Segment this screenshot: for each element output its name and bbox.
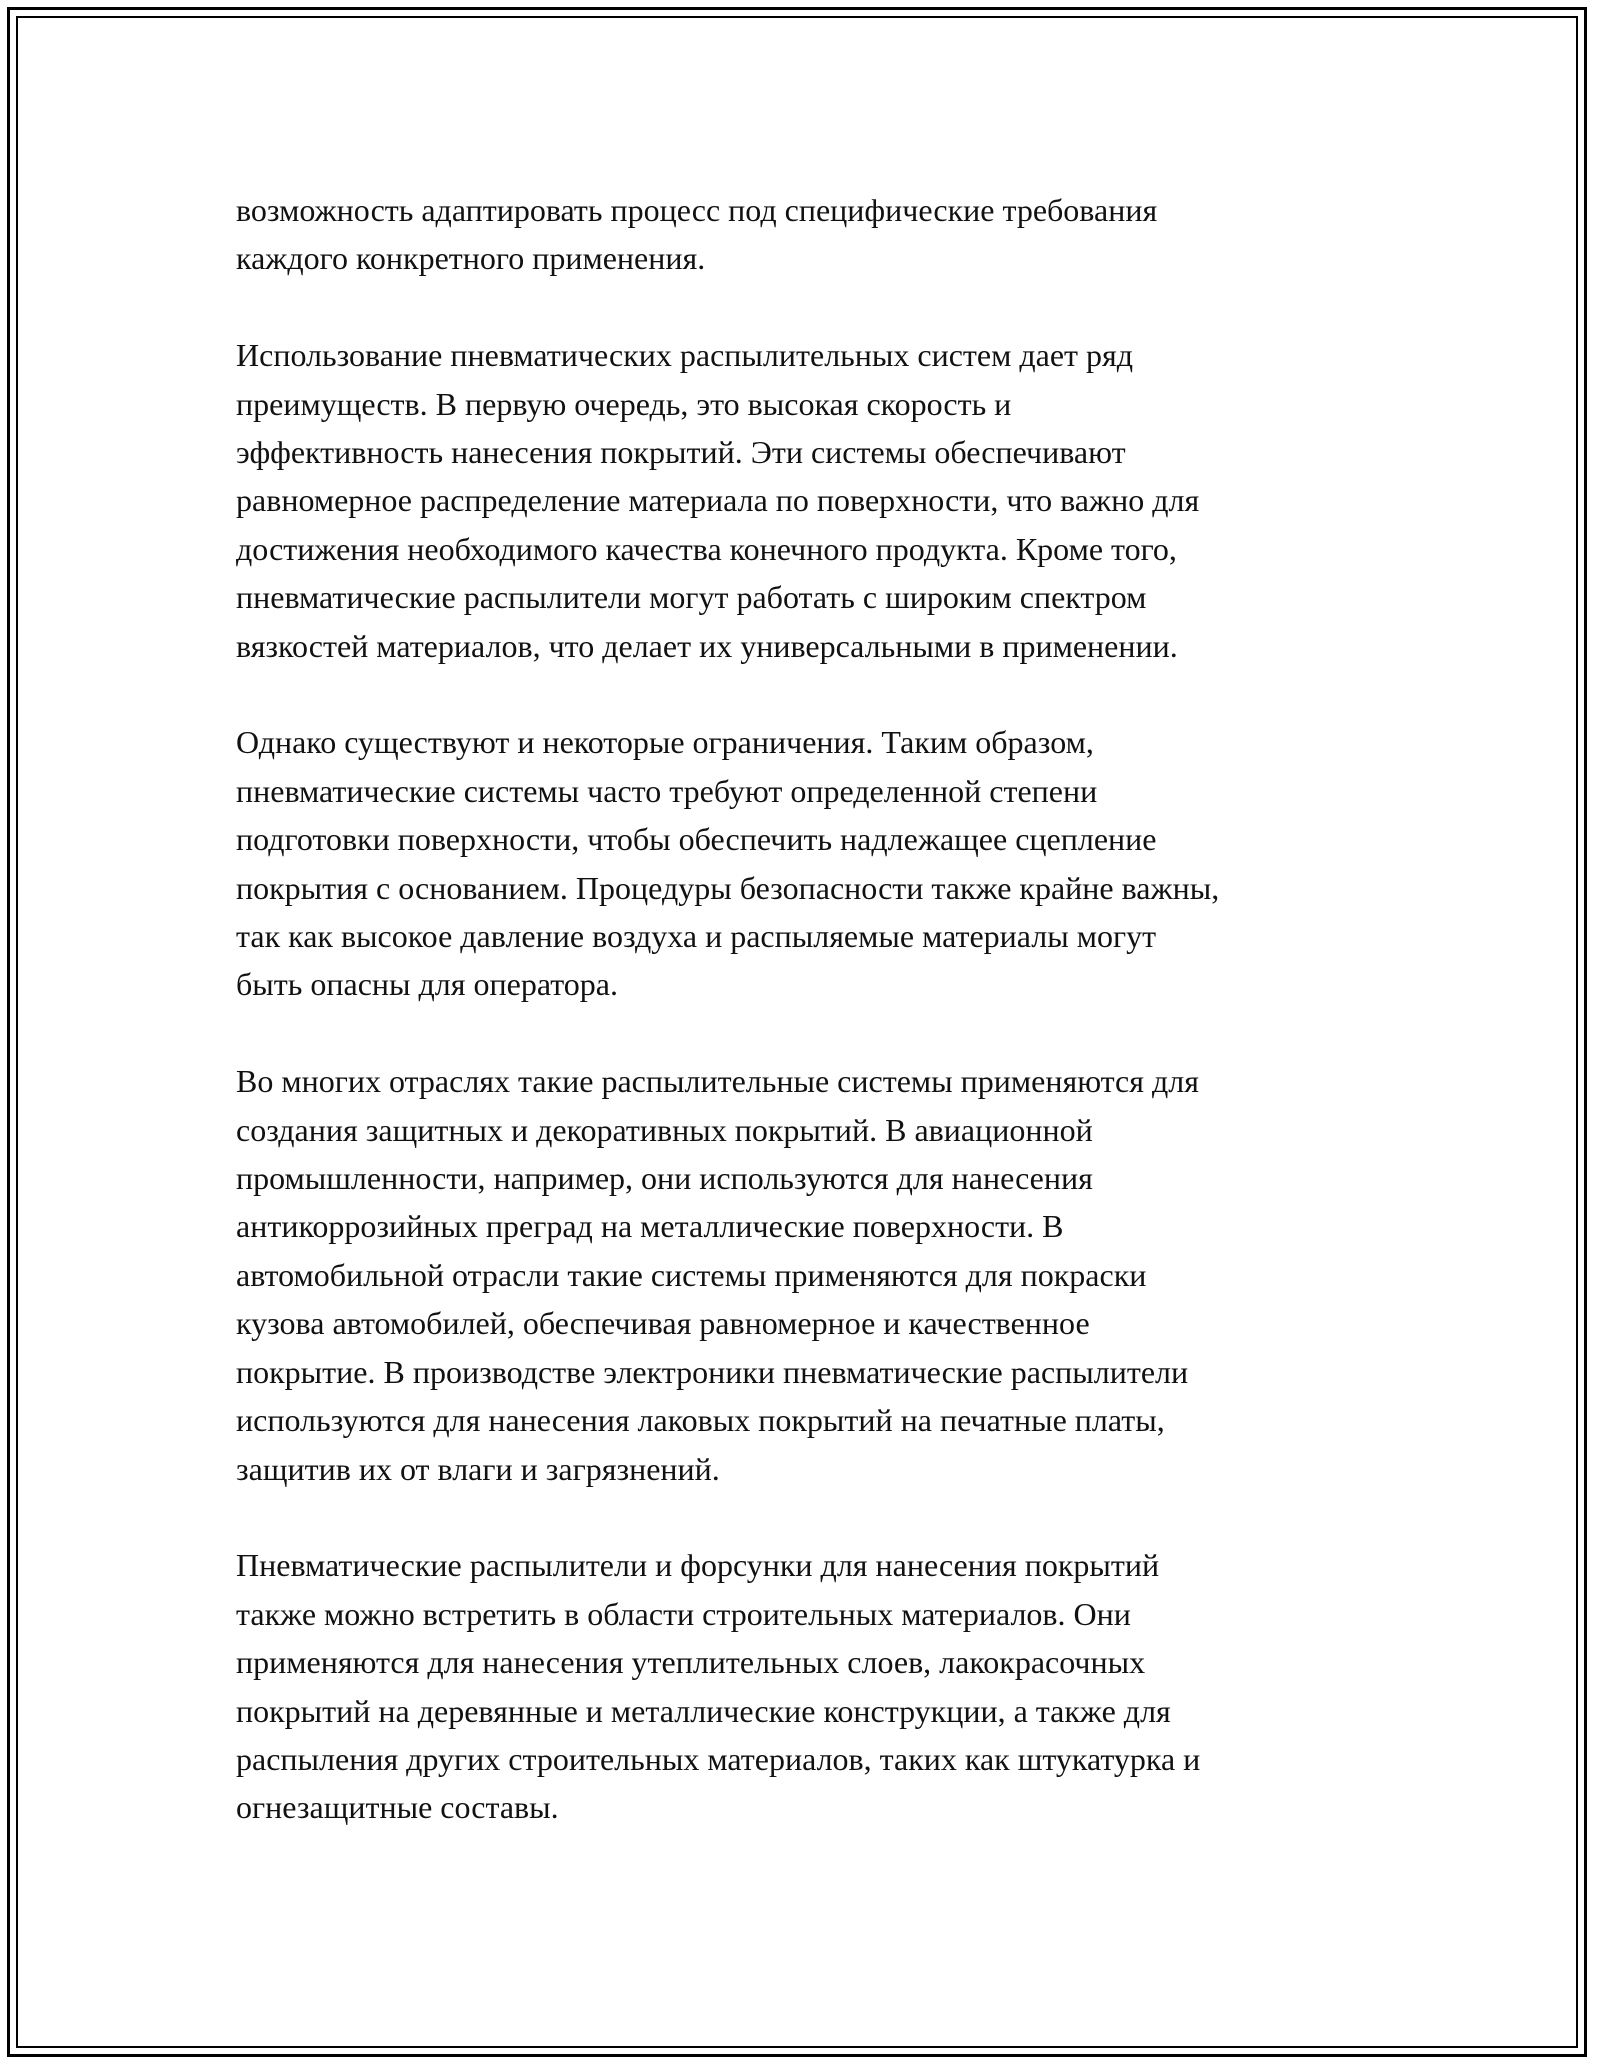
document-body [236,186,1406,1832]
paragraph-4: Во многих отраслях такие распылительные системы применяются для создания защитных и декоративных покрытий. В авиационной промышленности, например, они используются для нанесения антикоррозийных преград на металлические поверхности. В автомобильной отрасли такие системы применяются для покраски кузова автомобилей, обеспечивая равномерное и качественное покрытие. В производстве электроники пневматические распылители используются для нанесения лаковых покрытий на печатные платы, защитив их от влаги и загрязнений. [236,1063,1199,1487]
paragraph-1: возможность адаптировать процесс под специфические требования каждого конкретного применения. [236,192,1158,277]
paragraph-2: Использование пневматических распылительных систем дает ряд преимуществ. В первую очередь, это высокая скорость и эффективность нанесения покрытий. Эти системы обеспечивают равномерное распределение материала по поверхности, что важно для достижения необходимого качества конечного продукта. Кроме того, пневматические распылители могут работать с широким спектром вязкостей материалов, что делает их универсальными в применении. [236,337,1200,664]
paragraph-5: Пневматические распылители и форсунки для нанесения покрытий также можно встретить в области строительных материалов. Они применяются для нанесения утеплительных слоев, лакокрасочных покрытий на деревянные и металлические конструкции, а также для распыления других строительных материалов, таких как штукатурка и огнезащитные составы. [236,1547,1201,1826]
paragraph-3: Однако существуют и некоторые ограничения. Таким образом, пневматические системы часто требуют определенной степени подготовки поверхности, чтобы обеспечить надлежащее сцепление покрытия с основанием. Процедуры безопасности также крайне важны, так как высокое давление воздуха и распыляемые материалы могут быть опасны для оператора. [236,724,1220,1003]
